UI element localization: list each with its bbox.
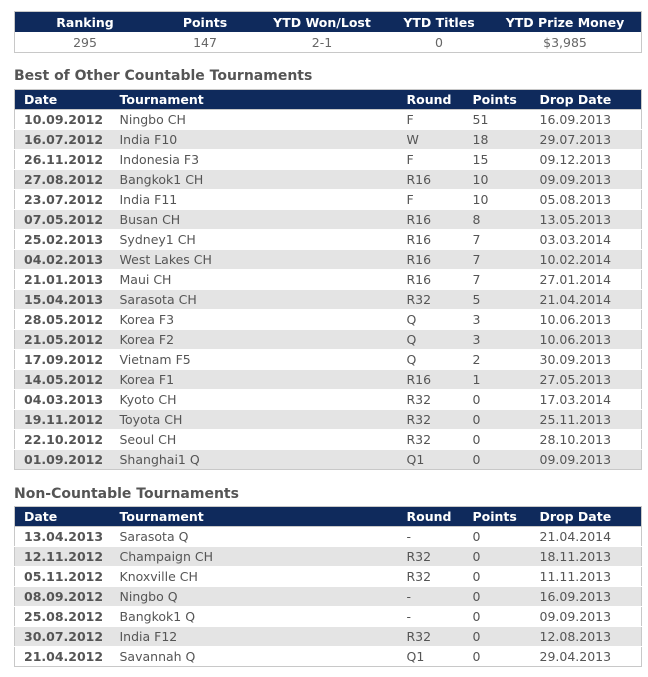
tournament-cell: Bangkok1 CH <box>111 170 398 190</box>
noncountable-tournaments-table <box>14 506 642 667</box>
table-row <box>15 250 642 270</box>
tournament-cell: Busan CH <box>111 210 398 230</box>
table-row <box>15 330 642 350</box>
round-cell: F <box>398 110 464 130</box>
round-cell: W <box>398 130 464 150</box>
drop-date-cell: 05.08.2013 <box>531 190 642 210</box>
noncountable-section-title: Non-Countable Tournaments <box>14 486 239 502</box>
drop-date-cell: 12.08.2013 <box>531 627 642 647</box>
drop-date-cell: 21.04.2014 <box>531 290 642 310</box>
points-cell: 0 <box>464 450 531 470</box>
summary-header-won-lost: YTD Won/Lost <box>273 14 371 30</box>
round-cell: Q <box>398 310 464 330</box>
points-cell: 0 <box>464 547 531 567</box>
col-header-drop-date: Drop Date <box>531 90 642 110</box>
round-cell: R16 <box>398 170 464 190</box>
tournament-cell: Toyota CH <box>111 410 398 430</box>
tournament-cell: India F12 <box>111 627 398 647</box>
table-row <box>15 607 642 627</box>
col-header-round: Round <box>398 507 464 527</box>
tournament-cell: Ningbo Q <box>111 587 398 607</box>
points-cell: 3 <box>464 330 531 350</box>
tournament-cell: Bangkok1 Q <box>111 607 398 627</box>
tournament-cell: Ningbo CH <box>111 110 398 130</box>
date-cell: 04.03.2013 <box>15 390 111 410</box>
drop-date-cell: 09.12.2013 <box>531 150 642 170</box>
noncountable-header-row <box>15 507 642 527</box>
summary-prize-money-value: $3,985 <box>543 34 587 50</box>
date-cell: 07.05.2012 <box>15 210 111 230</box>
points-cell: 10 <box>464 190 531 210</box>
round-cell: - <box>398 587 464 607</box>
tournament-cell: Sarasota Q <box>111 527 398 547</box>
date-cell: 25.02.2013 <box>15 230 111 250</box>
drop-date-cell: 09.09.2013 <box>531 607 642 627</box>
col-header-tournament: Tournament <box>111 507 398 527</box>
date-cell: 04.02.2013 <box>15 250 111 270</box>
drop-date-cell: 29.04.2013 <box>531 647 642 667</box>
tournament-cell: Korea F3 <box>111 310 398 330</box>
tournament-cell: Sydney1 CH <box>111 230 398 250</box>
table-row <box>15 230 642 250</box>
table-row <box>15 270 642 290</box>
summary-titles-value: 0 <box>435 34 443 50</box>
table-row <box>15 190 642 210</box>
points-cell: 15 <box>464 150 531 170</box>
date-cell: 16.07.2012 <box>15 130 111 150</box>
summary-header-row <box>15 12 641 32</box>
col-header-drop-date: Drop Date <box>531 507 642 527</box>
drop-date-cell: 10.02.2014 <box>531 250 642 270</box>
table-row <box>15 370 642 390</box>
summary-header-prize-money: YTD Prize Money <box>505 14 625 30</box>
round-cell: Q <box>398 330 464 350</box>
table-row <box>15 290 642 310</box>
date-cell: 13.04.2013 <box>15 527 111 547</box>
round-cell: R32 <box>398 430 464 450</box>
tournament-cell: Kyoto CH <box>111 390 398 410</box>
round-cell: R16 <box>398 210 464 230</box>
tournament-cell: Shanghai1 Q <box>111 450 398 470</box>
points-cell: 2 <box>464 350 531 370</box>
col-header-date: Date <box>15 90 111 110</box>
points-cell: 0 <box>464 527 531 547</box>
round-cell: Q1 <box>398 647 464 667</box>
round-cell: R16 <box>398 250 464 270</box>
table-row <box>15 647 642 667</box>
drop-date-cell: 13.05.2013 <box>531 210 642 230</box>
round-cell: - <box>398 527 464 547</box>
round-cell: R32 <box>398 390 464 410</box>
table-row <box>15 150 642 170</box>
round-cell: - <box>398 607 464 627</box>
summary-header-ranking: Ranking <box>56 14 114 30</box>
tournament-cell: Knoxville CH <box>111 567 398 587</box>
date-cell: 19.11.2012 <box>15 410 111 430</box>
date-cell: 14.05.2012 <box>15 370 111 390</box>
date-cell: 26.11.2012 <box>15 150 111 170</box>
date-cell: 21.04.2012 <box>15 647 111 667</box>
round-cell: R32 <box>398 290 464 310</box>
date-cell: 10.09.2012 <box>15 110 111 130</box>
summary-points-value: 147 <box>193 34 217 50</box>
date-cell: 21.05.2012 <box>15 330 111 350</box>
points-cell: 7 <box>464 270 531 290</box>
points-cell: 0 <box>464 627 531 647</box>
points-cell: 3 <box>464 310 531 330</box>
summary-header-titles: YTD Titles <box>403 14 475 30</box>
drop-date-cell: 28.10.2013 <box>531 430 642 450</box>
date-cell: 23.07.2012 <box>15 190 111 210</box>
round-cell: F <box>398 190 464 210</box>
points-cell: 7 <box>464 250 531 270</box>
summary-header-points: Points <box>182 14 228 30</box>
table-row <box>15 527 642 547</box>
col-header-points: Points <box>464 507 531 527</box>
col-header-points: Points <box>464 90 531 110</box>
col-header-round: Round <box>398 90 464 110</box>
countable-section-title: Best of Other Countable Tournaments <box>14 68 313 84</box>
drop-date-cell: 30.09.2013 <box>531 350 642 370</box>
date-cell: 15.04.2013 <box>15 290 111 310</box>
table-row <box>15 210 642 230</box>
points-cell: 0 <box>464 390 531 410</box>
table-row <box>15 430 642 450</box>
points-cell: 0 <box>464 430 531 450</box>
countable-header-row <box>15 90 642 110</box>
drop-date-cell: 09.09.2013 <box>531 170 642 190</box>
points-cell: 0 <box>464 410 531 430</box>
tournament-cell: Korea F2 <box>111 330 398 350</box>
points-cell: 18 <box>464 130 531 150</box>
summary-table <box>14 11 642 53</box>
points-cell: 51 <box>464 110 531 130</box>
date-cell: 21.01.2013 <box>15 270 111 290</box>
round-cell: R16 <box>398 370 464 390</box>
round-cell: F <box>398 150 464 170</box>
summary-won-lost-value: 2-1 <box>311 34 333 50</box>
points-cell: 0 <box>464 567 531 587</box>
table-row <box>15 627 642 647</box>
round-cell: R16 <box>398 230 464 250</box>
tournament-cell: Maui CH <box>111 270 398 290</box>
table-row <box>15 587 642 607</box>
points-cell: 7 <box>464 230 531 250</box>
points-cell: 0 <box>464 647 531 667</box>
date-cell: 22.10.2012 <box>15 430 111 450</box>
date-cell: 27.08.2012 <box>15 170 111 190</box>
date-cell: 17.09.2012 <box>15 350 111 370</box>
tournament-cell: Vietnam F5 <box>111 350 398 370</box>
tournament-cell: Indonesia F3 <box>111 150 398 170</box>
table-row <box>15 170 642 190</box>
drop-date-cell: 18.11.2013 <box>531 547 642 567</box>
date-cell: 05.11.2012 <box>15 567 111 587</box>
drop-date-cell: 21.04.2014 <box>531 527 642 547</box>
table-row <box>15 130 642 150</box>
points-cell: 0 <box>464 607 531 627</box>
drop-date-cell: 29.07.2013 <box>531 130 642 150</box>
round-cell: R32 <box>398 627 464 647</box>
points-cell: 1 <box>464 370 531 390</box>
col-header-date: Date <box>15 507 111 527</box>
date-cell: 08.09.2012 <box>15 587 111 607</box>
table-row <box>15 310 642 330</box>
points-cell: 0 <box>464 587 531 607</box>
date-cell: 12.11.2012 <box>15 547 111 567</box>
tournament-cell: West Lakes CH <box>111 250 398 270</box>
drop-date-cell: 11.11.2013 <box>531 567 642 587</box>
summary-ranking-value: 295 <box>73 34 97 50</box>
round-cell: Q <box>398 350 464 370</box>
date-cell: 01.09.2012 <box>15 450 111 470</box>
tournament-cell: India F11 <box>111 190 398 210</box>
col-header-tournament: Tournament <box>111 90 398 110</box>
table-row <box>15 450 642 470</box>
tournament-cell: Champaign CH <box>111 547 398 567</box>
drop-date-cell: 10.06.2013 <box>531 310 642 330</box>
drop-date-cell: 27.01.2014 <box>531 270 642 290</box>
summary-value-row <box>15 32 641 52</box>
date-cell: 25.08.2012 <box>15 607 111 627</box>
table-row <box>15 350 642 370</box>
drop-date-cell: 17.03.2014 <box>531 390 642 410</box>
date-cell: 30.07.2012 <box>15 627 111 647</box>
tournament-cell: Seoul CH <box>111 430 398 450</box>
table-row <box>15 547 642 567</box>
drop-date-cell: 27.05.2013 <box>531 370 642 390</box>
drop-date-cell: 03.03.2014 <box>531 230 642 250</box>
table-row <box>15 110 642 130</box>
drop-date-cell: 16.09.2013 <box>531 110 642 130</box>
points-cell: 8 <box>464 210 531 230</box>
round-cell: R32 <box>398 547 464 567</box>
drop-date-cell: 16.09.2013 <box>531 587 642 607</box>
tournament-cell: India F10 <box>111 130 398 150</box>
round-cell: R32 <box>398 410 464 430</box>
round-cell: Q1 <box>398 450 464 470</box>
drop-date-cell: 25.11.2013 <box>531 410 642 430</box>
date-cell: 28.05.2012 <box>15 310 111 330</box>
table-row <box>15 390 642 410</box>
tournament-cell: Savannah Q <box>111 647 398 667</box>
points-cell: 5 <box>464 290 531 310</box>
countable-tournaments-table <box>14 89 642 470</box>
table-row <box>15 567 642 587</box>
tournament-cell: Sarasota CH <box>111 290 398 310</box>
points-cell: 10 <box>464 170 531 190</box>
round-cell: R16 <box>398 270 464 290</box>
round-cell: R32 <box>398 567 464 587</box>
table-row <box>15 410 642 430</box>
tournament-cell: Korea F1 <box>111 370 398 390</box>
drop-date-cell: 10.06.2013 <box>531 330 642 350</box>
drop-date-cell: 09.09.2013 <box>531 450 642 470</box>
